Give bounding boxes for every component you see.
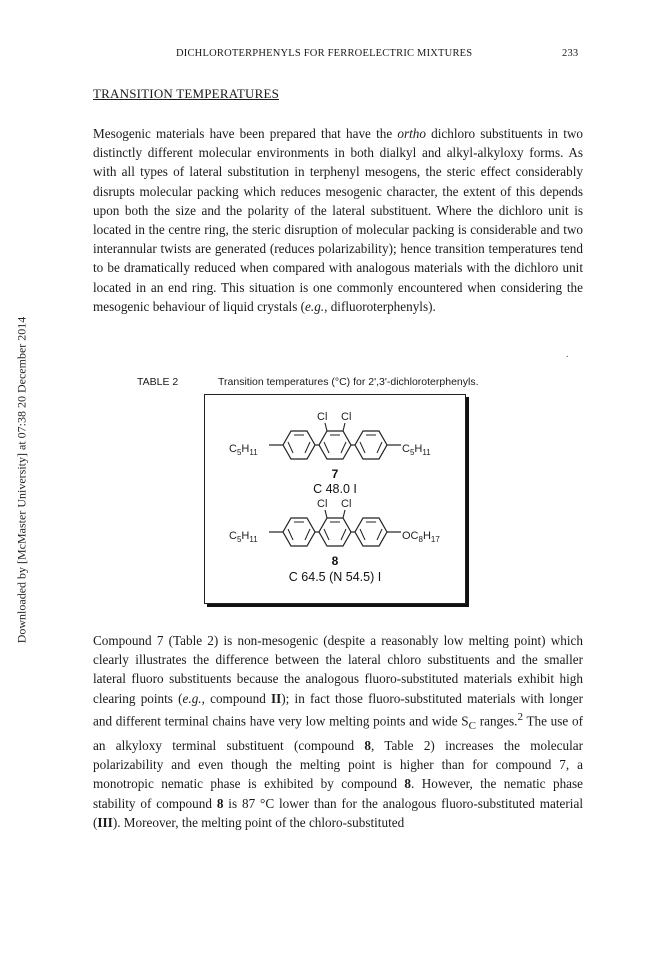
transition-temperature-table <box>204 394 466 604</box>
eg-italic-2: e.g. <box>182 690 202 706</box>
table-number: TABLE 2 <box>137 376 179 388</box>
para1-text-3: , difluoroterphenyls). <box>324 298 436 314</box>
structure-drawing <box>205 395 465 603</box>
para2-text-4: ranges. <box>475 713 518 729</box>
page-number: 233 <box>562 48 579 59</box>
para2-text-7: . However, the nematic phase stability of compound <box>93 776 583 811</box>
para2-text-1: Compound 7 (Table 2) is non-mesogenic (despite a reasonably low melting point) which clearly illustrates the difference between the lateral chloro substituents and the smaller lateral fluoro substituents because the analogous fluoro-substituted materials exhibit high clearing points ( <box>93 633 583 706</box>
running-title: DICHLOROTERPHENYLS FOR FERROELECTRIC MIXTURES <box>176 48 473 59</box>
compound-8-structure <box>229 498 440 584</box>
compound-8-cl-1: Cl <box>317 498 328 510</box>
table-caption: Transition temperatures (°C) for 2',3'-dichloroterphenyls. <box>218 376 479 388</box>
download-watermark <box>14 270 30 690</box>
ref-compound-8a: 8 <box>364 738 372 754</box>
reference-2: 2 <box>517 710 523 723</box>
para2-text-3: ); in fact those fluoro-substituted materials with longer and different terminal chains have very low melting points and wide S <box>93 690 583 729</box>
paragraph-mesogenic-materials <box>93 124 583 316</box>
compound-7-transitions: C 48.0 I <box>313 482 357 496</box>
eg-italic: e.g. <box>305 298 325 314</box>
compound-8-transitions: C 64.5 (N 54.5) I <box>288 570 382 584</box>
compound-8-right-group: $OC_8H_{17}$ <box>402 530 440 544</box>
para1-text-1: Mesogenic materials have been prepared that have the <box>93 126 398 141</box>
ortho-italic: ortho <box>397 126 426 141</box>
ref-compound-8b: 8 <box>404 776 411 792</box>
para2-text-9: ). Moreover, the melting point of the chloro-substituted <box>112 814 405 830</box>
section-title: TRANSITION TEMPERATURES <box>93 86 280 101</box>
margin-mark: . <box>566 349 569 360</box>
smectic-c-subscript: C <box>468 719 476 732</box>
compound-7-number: 7 <box>331 467 339 481</box>
compound-7-structure <box>229 411 431 496</box>
compound-8-number: 8 <box>331 554 339 568</box>
compound-8-left-group: $C_5H_{11}$ <box>229 530 258 544</box>
compound-7-right-group: $C_5H_{11}$ <box>402 443 431 457</box>
para2-text-6: , Table 2) increases the molecular polarizability and even though the melting point is higher than for compound 7, a monotropic nematic phase is exhibited by compound <box>93 738 583 792</box>
para1-text-2: dichloro substituents in two distinctly different molecular environments in both dialkyl and alkyl-alkyloxy forms. As with all types of lateral substitution in terphenyl mesogens, the steric effect considerably disrupts molecular packing which reduces mesogenic character, the extent of this depends upon both the size and the polarity of the lateral substituent. Where the dichloro unit is located in the centre ring, the steric disruption of molecular packing is considerable and two interannular twists are generated (reduces polarizability); hence transition temperatures tend to be dramatically reduced when compared with analogous materials with the dichloro unit located in an end ring. This situation is one commonly encountered when considering the mesogenic behaviour of liquid crystals ( <box>93 126 583 314</box>
compound-7-cl-1: Cl <box>317 411 328 423</box>
ref-compound-8c: 8 <box>216 795 224 811</box>
para2-text-5: The use of an alkyloxy terminal substituent (compound <box>93 713 583 754</box>
compound-7-cl-2: Cl <box>341 411 352 423</box>
compound-7-left-group: $C_5H_{11}$ <box>229 443 258 457</box>
download-note-text: Downloaded by [McMaster University] at 07:38 20 December 2014 <box>14 316 29 644</box>
compound-8-cl-2: Cl <box>341 498 352 510</box>
ref-compound-III: III <box>97 814 113 830</box>
ref-compound-II: II <box>271 690 282 706</box>
para2-text-2: , compound <box>201 690 272 706</box>
para2-text-8: is 87 °C lower than for the analogous fluoro-substituted material ( <box>93 795 583 830</box>
paragraph-compound-7-discussion <box>93 631 583 832</box>
